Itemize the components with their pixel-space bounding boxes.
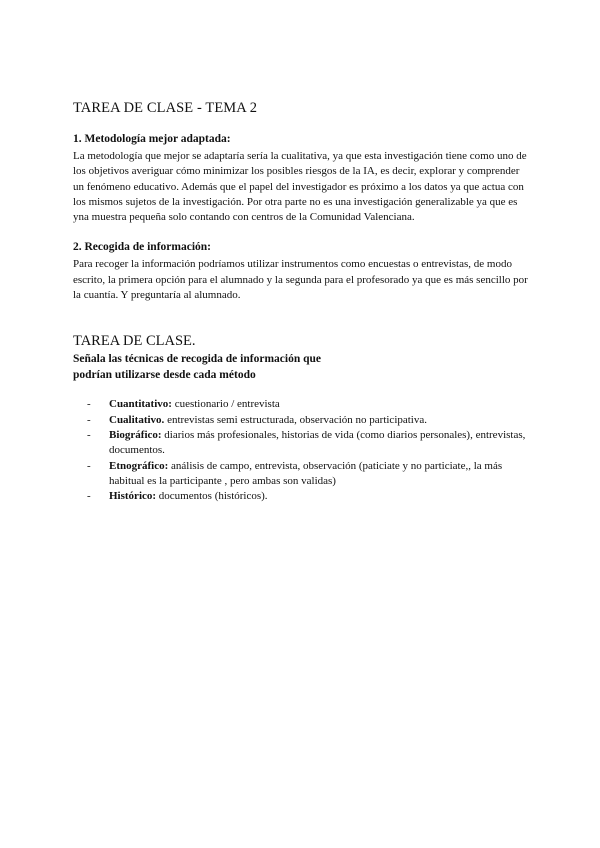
- bullet-dash: -: [87, 459, 91, 472]
- item-text: cuestionario / entrevista: [171, 398, 280, 411]
- item-text: análisis de campo, entrevista, observación (paticiate y no particiate,, la más habitual es la participante , pero ambas son validas): [109, 459, 503, 487]
- section-heading: 2. Recogida de información:: [73, 241, 211, 254]
- item-label: Biográfico:: [109, 428, 162, 441]
- list-item: [87, 413, 533, 428]
- bullet-dash: -: [87, 413, 91, 426]
- section-heading: 1. Metodología mejor adaptada:: [73, 133, 231, 145]
- bullet-dash: -: [87, 428, 91, 441]
- section-paragraph: La metodología que mejor se adaptaría sería la cualitativa, ya que esta investigación tiene como uno de los objetivos averiguar cómo minimizar los posibles riesgos de la IA, es decir, explorar y comprender un fenómeno educativo. Además que el papel del investigador es próximo a los datos ya que actua con los mismos sujetos de la investigación. Por otra parte no es una investigación generalizable ya que es yna muestra pequeña solo contando con centros de la Comunidad Valenciana.: [73, 150, 527, 224]
- section-paragraph: Para recoger la información podríamos utilizar instrumentos como encuestas o entrevistas, de modo escrito, la primera opción para el alumnado y la segunda para el profesorado ya que es más sencillo por la cuantía. Y preguntaría al alumnado.: [73, 258, 528, 302]
- list-item: [87, 489, 533, 504]
- method-list: [87, 397, 533, 504]
- item-label: Etnográfico:: [109, 459, 169, 472]
- list-item: [87, 397, 533, 412]
- item-label: Cualitativo.: [109, 413, 165, 426]
- page-title: TAREA DE CLASE - TEMA 2: [73, 100, 258, 116]
- section-metodologia: [73, 133, 533, 225]
- item-text: diarios más profesionales, historias de vida (como diarios personales), entrevistas, documentos.: [109, 428, 526, 457]
- second-title: TAREA DE CLASE.: [73, 333, 196, 350]
- document-page: [73, 100, 533, 504]
- item-label: Cuantitativo:: [109, 398, 172, 411]
- bullet-dash: -: [87, 490, 91, 503]
- item-text: entrevistas semi estructurada, observación no participativa.: [164, 413, 427, 426]
- task-subtitle: Señala las técnicas de recogida de información que podrían utilizarse desde cada método: [73, 353, 321, 381]
- item-text: documentos (históricos).: [156, 490, 268, 503]
- section-recogida: [73, 241, 533, 303]
- list-item: [87, 459, 533, 490]
- bullet-dash: -: [87, 398, 91, 411]
- item-label: Histórico:: [109, 490, 157, 503]
- list-item: [87, 428, 533, 459]
